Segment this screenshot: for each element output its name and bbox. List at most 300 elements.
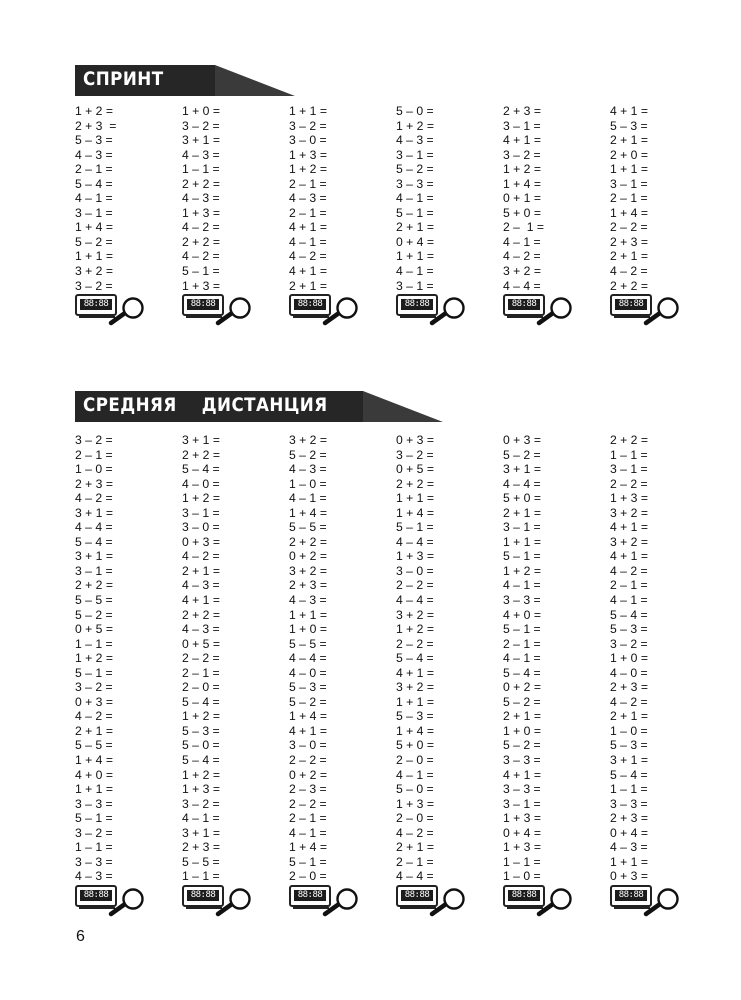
exercise-item: 5 – 1 =: [503, 549, 541, 564]
exercise-item: 3 – 1 =: [503, 520, 541, 535]
exercise-column: [396, 433, 486, 915]
exercise-item: 0 + 3 =: [503, 433, 541, 447]
clock-display: 88:88: [401, 299, 433, 310]
exercise-item: 1 + 2 =: [182, 767, 220, 782]
exercise-column: [289, 433, 379, 915]
exercise-item: 1 + 2 =: [289, 162, 327, 177]
exercise-item: 2 + 3 =: [182, 840, 220, 855]
exercise-item: 4 + 1 =: [503, 133, 541, 148]
exercise-item: 3 – 0 =: [182, 520, 220, 535]
exercise-item: 5 – 0 =: [396, 104, 434, 118]
exercise-item: 1 – 1 =: [182, 869, 220, 884]
exercise-item: 1 + 3 =: [289, 147, 327, 162]
exercise-item: 5 – 4 =: [503, 665, 541, 680]
timer-group: [289, 294, 369, 324]
exercise-item: 2 – 2 =: [396, 578, 434, 593]
exercise-item: 1 + 4 =: [75, 753, 113, 768]
timer-group: [610, 294, 690, 324]
exercise-item: 1 + 2 =: [503, 563, 541, 578]
exercise-item: 3 + 1 =: [182, 133, 220, 148]
exercise-item: 4 – 2 =: [503, 249, 541, 264]
exercise-item: 3 – 3 =: [610, 796, 648, 811]
exercise-item: 3 – 2 =: [75, 680, 113, 695]
magnifier-icon: [321, 297, 361, 327]
exercise-item: 2 – 1 =: [75, 162, 113, 177]
exercise-item: 3 + 1 =: [610, 753, 648, 768]
magnifier-icon: [214, 888, 254, 918]
exercise-item: 1 + 3 =: [182, 205, 220, 220]
exercise-item: 3 – 1 =: [610, 462, 648, 477]
exercise-item: 2 + 2 =: [182, 607, 220, 622]
exercise-item: 4 – 2 =: [182, 249, 220, 264]
exercise-item: 1 + 3 =: [503, 811, 541, 826]
exercise-item: 5 – 4 =: [610, 767, 648, 782]
exercise-item: 4 – 4 =: [503, 476, 541, 491]
exercise-item: 1 + 2 =: [182, 709, 220, 724]
exercise-item: 5 – 2 =: [289, 694, 327, 709]
exercise-item: 3 – 1 =: [396, 278, 434, 293]
exercise-item: 1 – 0 =: [75, 462, 113, 477]
exercise-item: 4 – 4 =: [396, 593, 434, 608]
exercise-item: 3 – 3 =: [503, 753, 541, 768]
exercise-item: 4 – 4 =: [503, 278, 541, 293]
exercise-item: 1 + 1 =: [289, 607, 327, 622]
exercise-item: 4 + 1 =: [182, 593, 220, 608]
exercise-item: 5 – 0 =: [396, 782, 434, 797]
exercise-item: 5 – 1 =: [503, 622, 541, 637]
exercise-item: 2 + 1 =: [503, 505, 541, 520]
exercise-item: 2 – 0 =: [182, 680, 220, 695]
clock-display: 88:88: [615, 299, 647, 310]
section-title-banner: [75, 65, 295, 96]
exercise-item: 3 – 2 =: [610, 636, 648, 651]
exercise-item: 2 + 1 =: [610, 133, 648, 148]
exercise-item: 5 – 2 =: [503, 694, 541, 709]
exercise-item: 0 + 5 =: [75, 622, 113, 637]
exercise-item: 5 – 3 =: [610, 118, 648, 133]
exercise-item: 3 + 2 =: [289, 563, 327, 578]
exercise-item: 2 + 2 =: [289, 534, 327, 549]
exercise-item: 2 + 3 =: [610, 234, 648, 249]
exercise-item: 3 – 0 =: [289, 133, 327, 148]
exercise-item: 3 + 2 =: [503, 264, 541, 279]
exercise-item: 2 – 2 =: [289, 796, 327, 811]
exercise-item: 4 + 1 =: [289, 723, 327, 738]
magnifier-icon: [321, 888, 361, 918]
exercise-item: 2 – 1 =: [610, 191, 648, 206]
exercise-item: 3 + 1 =: [182, 433, 220, 447]
exercise-item: 4 + 1 =: [610, 104, 648, 118]
exercise-item: 2 – 1 =: [289, 811, 327, 826]
exercise-item: 3 + 2 =: [396, 680, 434, 695]
exercise-item: 5 – 2 =: [503, 447, 541, 462]
exercise-item: 1 + 4 =: [396, 505, 434, 520]
exercise-item: 0 + 5 =: [396, 462, 434, 477]
exercise-item: 5 – 3 =: [182, 723, 220, 738]
exercise-item: 5 – 2 =: [396, 162, 434, 177]
exercise-item: 0 + 2 =: [289, 549, 327, 564]
exercise-item: 4 + 1 =: [289, 264, 327, 279]
exercise-item: 3 – 3 =: [503, 593, 541, 608]
exercise-item: 1 + 1 =: [396, 491, 434, 506]
exercise-item: 1 + 4 =: [503, 176, 541, 191]
exercise-item: 4 – 4 =: [396, 534, 434, 549]
exercise-item: 1 + 4 =: [289, 709, 327, 724]
exercise-item: 1 + 0 =: [289, 622, 327, 637]
exercise-item: 2 – 1 =: [503, 636, 541, 651]
exercise-item: 2 + 3 =: [75, 118, 117, 133]
exercise-item: 2 – 1 =: [289, 205, 327, 220]
exercise-item: 2 – 1 =: [396, 854, 434, 869]
exercise-item: 4 – 0 =: [610, 665, 648, 680]
exercise-item: 2 + 2 =: [396, 476, 434, 491]
timer-group: [75, 885, 155, 915]
exercise-item: 1 + 2 =: [503, 162, 541, 177]
exercise-column: [396, 104, 486, 324]
exercise-item: 1 – 1 =: [75, 636, 113, 651]
exercise-item: 5 – 4 =: [396, 651, 434, 666]
timer-group: [610, 885, 690, 915]
exercise-item: 1 + 0 =: [610, 651, 648, 666]
exercise-item: 1 + 4 =: [75, 220, 113, 235]
exercise-item: 4 – 3 =: [289, 593, 327, 608]
exercise-item: 2 – 1 =: [503, 220, 544, 235]
exercise-item: 4 – 1 =: [289, 825, 327, 840]
exercise-item: 3 + 2 =: [396, 607, 434, 622]
exercise-item: 4 – 0 =: [182, 476, 220, 491]
exercise-item: 4 – 1 =: [396, 767, 434, 782]
exercise-item: 3 + 2 =: [610, 534, 648, 549]
exercise-item: 4 – 2 =: [396, 825, 434, 840]
exercise-item: 0 + 2 =: [289, 767, 327, 782]
exercise-item: 2 + 1 =: [396, 220, 434, 235]
clock-display: 88:88: [80, 890, 112, 901]
exercise-item: 1 + 4 =: [289, 505, 327, 520]
exercise-item: 1 + 2 =: [182, 491, 220, 506]
exercise-item: 5 – 2 =: [289, 447, 327, 462]
exercise-item: 4 – 1 =: [75, 191, 113, 206]
exercise-item: 4 – 4 =: [75, 520, 113, 535]
exercise-item: 1 – 0 =: [503, 869, 541, 884]
exercise-item: 4 – 2 =: [182, 549, 220, 564]
exercise-item: 2 – 0 =: [396, 811, 434, 826]
exercise-item: 2 + 2 =: [610, 278, 648, 293]
exercise-item: 5 – 5 =: [182, 854, 220, 869]
exercise-item: 4 – 2 =: [182, 220, 220, 235]
exercise-item: 1 + 1 =: [503, 534, 541, 549]
exercise-item: 4 – 1 =: [396, 264, 434, 279]
exercise-item: 4 – 1 =: [610, 593, 648, 608]
timer-group: [503, 885, 583, 915]
exercise-item: 3 – 3 =: [75, 854, 113, 869]
exercise-item: 2 – 2 =: [289, 753, 327, 768]
magnifier-icon: [214, 297, 254, 327]
exercise-item: 0 + 4 =: [503, 825, 541, 840]
timer-group: [396, 294, 476, 324]
exercise-item: 2 – 1 =: [182, 665, 220, 680]
exercise-item: 3 – 3 =: [75, 796, 113, 811]
exercise-item: 5 + 0 =: [503, 491, 541, 506]
exercise-item: 4 – 1 =: [503, 234, 541, 249]
exercise-item: 3 – 2 =: [75, 278, 113, 293]
exercise-item: 3 + 1 =: [182, 825, 220, 840]
exercise-item: 5 – 4 =: [182, 462, 220, 477]
exercise-item: 1 – 1 =: [503, 854, 541, 869]
exercise-item: 0 + 1 =: [503, 191, 541, 206]
exercise-item: 4 – 3 =: [289, 462, 327, 477]
exercise-item: 4 + 1 =: [289, 220, 327, 235]
exercise-item: 2 + 2 =: [75, 578, 113, 593]
exercise-item: 2 + 3 =: [75, 476, 113, 491]
exercise-item: 4 – 3 =: [289, 191, 327, 206]
clock-display: 88:88: [615, 890, 647, 901]
exercise-item: 2 – 2 =: [610, 476, 648, 491]
exercise-item: 3 – 1 =: [503, 796, 541, 811]
clock-display: 88:88: [187, 299, 219, 310]
exercise-item: 0 + 3 =: [396, 433, 434, 447]
timer-group: [182, 294, 262, 324]
exercise-item: 2 – 1 =: [289, 176, 327, 191]
exercise-item: 3 – 2 =: [75, 825, 113, 840]
exercise-item: 4 – 4 =: [396, 869, 434, 884]
exercise-item: 1 – 1 =: [610, 447, 648, 462]
exercise-item: 1 + 0 =: [503, 723, 541, 738]
exercise-item: 4 – 3 =: [75, 147, 113, 162]
exercise-item: 3 – 1 =: [610, 176, 648, 191]
exercise-item: 1 + 1 =: [75, 249, 113, 264]
timer-group: [182, 885, 262, 915]
exercise-item: 2 – 2 =: [396, 636, 434, 651]
exercise-item: 0 + 3 =: [182, 534, 220, 549]
exercise-item: 5 + 0 =: [396, 738, 434, 753]
exercise-item: 3 – 0 =: [289, 738, 327, 753]
exercise-item: 1 + 1 =: [396, 694, 434, 709]
timer-group: [75, 294, 155, 324]
exercise-item: 4 – 2 =: [75, 491, 113, 506]
exercise-item: 2 + 1 =: [75, 723, 113, 738]
exercise-item: 2 – 0 =: [289, 869, 327, 884]
exercise-item: 0 + 3 =: [610, 869, 648, 884]
exercise-item: 1 + 3 =: [182, 278, 220, 293]
exercise-item: 5 – 4 =: [182, 694, 220, 709]
exercise-item: 0 + 3 =: [75, 694, 113, 709]
exercise-item: 3 + 2 =: [289, 433, 327, 447]
timer-group: [289, 885, 369, 915]
exercise-item: 1 + 2 =: [75, 104, 113, 118]
exercise-item: 3 – 2 =: [182, 796, 220, 811]
exercise-item: 2 – 2 =: [182, 651, 220, 666]
exercise-item: 3 + 1 =: [75, 549, 113, 564]
exercise-item: 1 + 0 =: [182, 104, 220, 118]
exercise-item: 2 – 1 =: [610, 578, 648, 593]
exercise-item: 5 – 3 =: [610, 622, 648, 637]
exercise-item: 1 + 1 =: [289, 104, 327, 118]
exercise-item: 1 – 0 =: [289, 476, 327, 491]
clock-display: 88:88: [401, 890, 433, 901]
clock-display: 88:88: [294, 890, 326, 901]
exercise-item: 1 + 3 =: [396, 549, 434, 564]
exercise-item: 3 – 2 =: [289, 118, 327, 133]
exercise-item: 4 – 3 =: [610, 840, 648, 855]
exercise-item: 1 + 1 =: [610, 854, 648, 869]
exercise-item: 5 – 3 =: [610, 738, 648, 753]
exercise-item: 3 – 3 =: [503, 782, 541, 797]
exercise-item: 4 – 2 =: [610, 264, 648, 279]
exercise-item: 5 – 2 =: [503, 738, 541, 753]
exercise-item: 1 + 4 =: [396, 723, 434, 738]
exercise-item: 4 + 0 =: [503, 607, 541, 622]
clock-display: 88:88: [294, 299, 326, 310]
exercise-item: 0 + 5 =: [182, 636, 220, 651]
exercise-item: 1 + 1 =: [396, 249, 434, 264]
exercise-item: 5 – 2 =: [75, 607, 113, 622]
exercise-item: 5 – 0 =: [182, 738, 220, 753]
exercise-item: 2 + 3 =: [289, 578, 327, 593]
exercise-item: 4 – 3 =: [182, 578, 220, 593]
exercise-item: 0 + 2 =: [503, 680, 541, 695]
exercise-item: 1 + 4 =: [610, 205, 648, 220]
exercise-column: [289, 104, 379, 324]
exercise-column: [182, 433, 272, 915]
exercise-item: 2 + 1 =: [503, 709, 541, 724]
magnifier-icon: [535, 297, 575, 327]
exercise-item: 1 + 1 =: [610, 162, 648, 177]
exercise-item: 3 – 1 =: [503, 118, 541, 133]
exercise-item: 1 + 3 =: [610, 491, 648, 506]
exercise-item: 2 + 1 =: [396, 840, 434, 855]
exercise-item: 5 – 2 =: [75, 234, 113, 249]
exercise-item: 1 – 1 =: [75, 840, 113, 855]
exercise-item: 4 + 1 =: [503, 767, 541, 782]
exercise-item: 5 – 1 =: [289, 854, 327, 869]
exercise-item: 2 – 1 =: [75, 447, 113, 462]
exercise-item: 3 + 2 =: [610, 505, 648, 520]
exercise-item: 5 + 0 =: [503, 205, 541, 220]
magnifier-icon: [107, 888, 147, 918]
exercise-item: 5 – 4 =: [182, 753, 220, 768]
exercise-column: [610, 433, 700, 915]
exercise-item: 3 + 2 =: [75, 264, 113, 279]
section-title-banner: [75, 391, 443, 422]
exercise-item: 4 + 0 =: [75, 767, 113, 782]
exercise-item: 2 + 3 =: [503, 104, 541, 118]
exercise-item: 5 – 5 =: [75, 738, 113, 753]
exercise-item: 1 – 0 =: [610, 723, 648, 738]
exercise-item: 5 – 3 =: [289, 680, 327, 695]
magnifier-icon: [428, 297, 468, 327]
page-number: 6: [76, 928, 85, 945]
exercise-item: 4 – 1 =: [503, 651, 541, 666]
exercise-item: 4 – 1 =: [396, 191, 434, 206]
exercise-item: 2 – 3 =: [289, 782, 327, 797]
exercise-item: 2 + 1 =: [610, 709, 648, 724]
exercise-item: 3 + 1 =: [75, 505, 113, 520]
exercise-item: 2 – 2 =: [610, 220, 648, 235]
exercise-item: 4 + 1 =: [610, 549, 648, 564]
magnifier-icon: [642, 297, 682, 327]
exercise-column: [503, 433, 593, 915]
exercise-item: 2 + 3 =: [610, 680, 648, 695]
timer-group: [396, 885, 476, 915]
exercise-item: 1 + 3 =: [182, 782, 220, 797]
exercise-item: 4 – 3 =: [182, 147, 220, 162]
exercise-item: 3 + 1 =: [503, 462, 541, 477]
exercise-column: [75, 104, 165, 324]
exercise-item: 3 – 0 =: [396, 563, 434, 578]
section-title: СПРИНТ: [83, 68, 164, 90]
exercise-item: 5 – 5 =: [75, 593, 113, 608]
exercise-item: 1 + 3 =: [396, 796, 434, 811]
exercise-item: 5 – 1 =: [75, 665, 113, 680]
exercise-column: [610, 104, 700, 324]
exercise-item: 3 – 2 =: [75, 433, 113, 447]
exercise-item: 2 + 0 =: [610, 147, 648, 162]
exercise-item: 2 + 2 =: [182, 447, 220, 462]
magnifier-icon: [428, 888, 468, 918]
exercise-item: 5 – 4 =: [610, 607, 648, 622]
exercise-item: 4 – 1 =: [289, 234, 327, 249]
exercise-item: 1 + 1 =: [75, 782, 113, 797]
exercise-item: 4 + 1 =: [610, 520, 648, 535]
exercise-item: 2 + 2 =: [610, 433, 648, 447]
exercise-item: 3 – 2 =: [182, 118, 220, 133]
exercise-item: 4 – 2 =: [610, 563, 648, 578]
exercise-item: 4 – 3 =: [75, 869, 113, 884]
exercise-item: 3 – 2 =: [396, 447, 434, 462]
exercise-item: 4 + 1 =: [396, 665, 434, 680]
exercise-item: 2 + 2 =: [182, 234, 220, 249]
exercise-item: 0 + 4 =: [610, 825, 648, 840]
section-title: СРЕДНЯЯ ДИСТАНЦИЯ: [83, 394, 328, 416]
exercise-item: 2 – 0 =: [396, 753, 434, 768]
exercise-column: [503, 104, 593, 324]
magnifier-icon: [642, 888, 682, 918]
exercise-item: 4 – 2 =: [289, 249, 327, 264]
magnifier-icon: [535, 888, 575, 918]
exercise-item: 5 – 1 =: [75, 811, 113, 826]
exercise-item: 3 – 1 =: [182, 505, 220, 520]
exercise-item: 2 + 1 =: [182, 563, 220, 578]
exercise-item: 5 – 3 =: [75, 133, 113, 148]
exercise-item: 5 – 1 =: [396, 205, 434, 220]
exercise-item: 3 – 1 =: [75, 563, 113, 578]
exercise-item: 2 + 1 =: [610, 249, 648, 264]
exercise-item: 2 + 2 =: [182, 176, 220, 191]
exercise-item: 2 + 3 =: [610, 811, 648, 826]
exercise-item: 4 – 4 =: [289, 651, 327, 666]
exercise-item: 2 + 1 =: [289, 278, 327, 293]
clock-display: 88:88: [508, 890, 540, 901]
exercise-item: 5 – 3 =: [396, 709, 434, 724]
exercise-item: 4 – 1 =: [182, 811, 220, 826]
exercise-item: 3 – 1 =: [396, 147, 434, 162]
exercise-item: 5 – 4 =: [75, 176, 113, 191]
exercise-item: 4 – 2 =: [610, 694, 648, 709]
exercise-item: 1 + 4 =: [289, 840, 327, 855]
exercise-column: [75, 433, 165, 915]
exercise-item: 5 – 1 =: [182, 264, 220, 279]
exercise-item: 4 – 2 =: [75, 709, 113, 724]
exercise-item: 4 – 3 =: [182, 622, 220, 637]
exercise-item: 0 + 4 =: [396, 234, 434, 249]
exercise-item: 5 – 4 =: [75, 534, 113, 549]
exercise-item: 1 + 2 =: [75, 651, 113, 666]
exercise-item: 3 – 1 =: [75, 205, 113, 220]
exercise-item: 1 – 1 =: [610, 782, 648, 797]
exercise-item: 4 – 0 =: [289, 665, 327, 680]
exercise-item: 5 – 5 =: [289, 520, 327, 535]
exercise-item: 1 + 2 =: [396, 622, 434, 637]
